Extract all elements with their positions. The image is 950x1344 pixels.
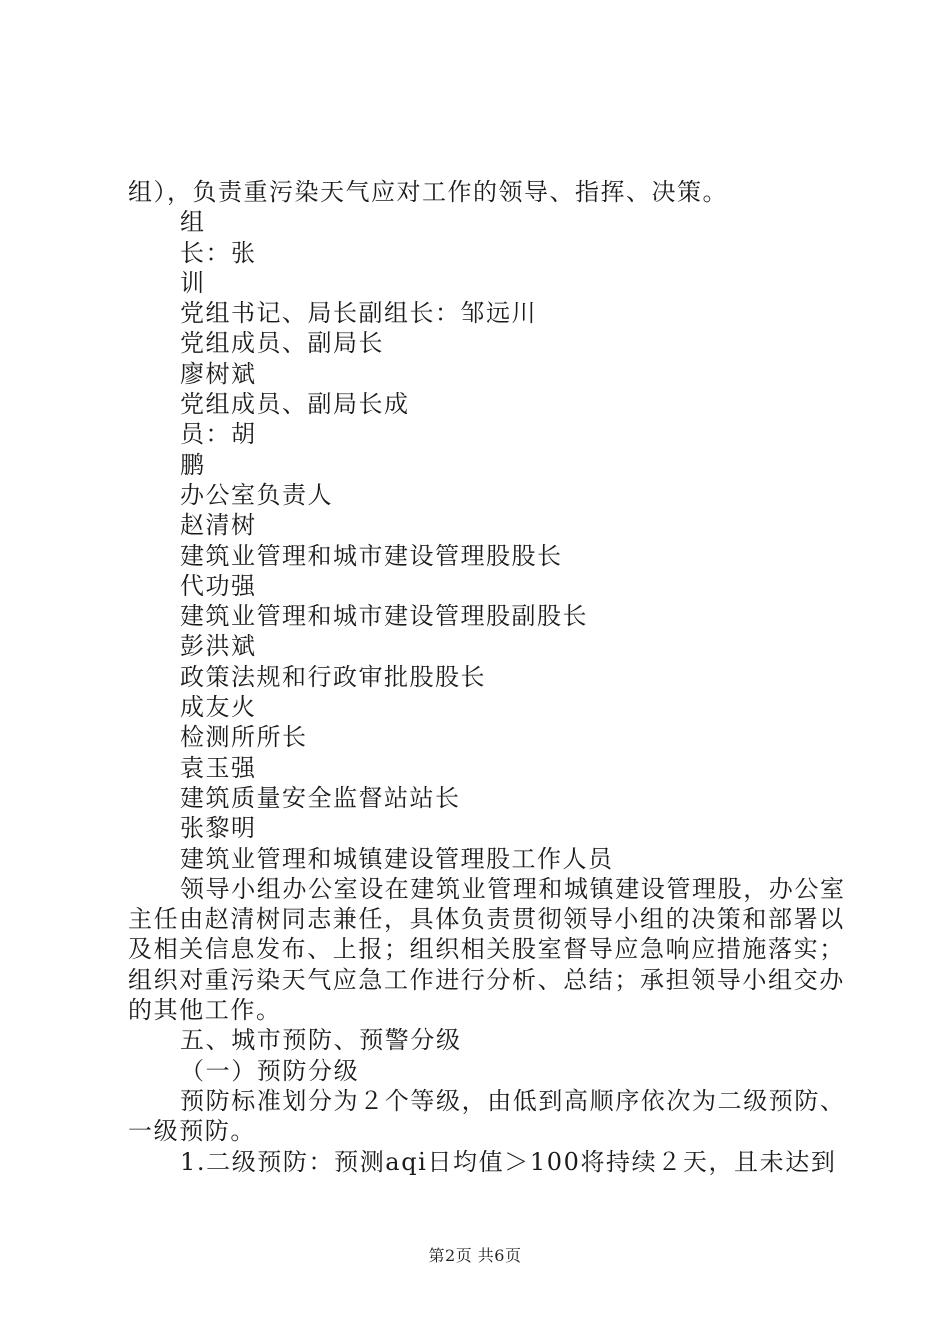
text-line: 袁玉强 (180, 753, 257, 782)
paragraph-office-duties: 领导小组办公室设在建筑业管理和城镇建设管理股，办公室主任由赵清树同志兼任，具体负责贯彻领导小组的决策和部署以及相关信息发布、上报；组织相关股室督导应急响应措施落实；组织对重污染天气应急工作进行分析、总结；承担领导小组交办的其他工作。 (128, 874, 846, 1025)
text-line: 建筑质量安全监督站站长 (180, 783, 461, 812)
text-line: 检测所所长 (180, 723, 308, 752)
subsection-heading: （一）预防分级 (180, 1056, 360, 1085)
text-line: 建筑业管理和城市建设管理股股长 (180, 541, 563, 570)
document-body (128, 177, 848, 1177)
paragraph-prevention-levels: 预防标准划分为２个等级，由低到高顺序依次为二级预防、一级预防。 (128, 1086, 846, 1146)
paragraph-level-two: 1.二级预防：预测aqi日均值＞100将持续２天，且未达到 (180, 1147, 837, 1176)
text-line: 员：胡 (180, 420, 257, 449)
page-number-footer: 第2页 共6页 (428, 1246, 522, 1265)
section-heading: 五、城市预防、预警分级 (180, 1026, 462, 1055)
text-line: 赵清树 (180, 511, 257, 540)
text-line: 廖树斌 (180, 359, 257, 388)
text-line: 建筑业管理和城镇建设管理股工作人员 (180, 844, 614, 873)
text-line: 党组成员、副局长成 (180, 390, 410, 419)
text-line: 长：张 (180, 238, 257, 267)
text-line: 组 (180, 208, 206, 237)
text-line: 训 (180, 268, 206, 297)
text-line: 建筑业管理和城市建设管理股副股长 (180, 602, 588, 631)
text-line: 张黎明 (180, 814, 257, 843)
text-line: 彭洪斌 (180, 632, 257, 661)
text-line: 政策法规和行政审批股股长 (180, 662, 486, 691)
text-line: 组），负责重污染天气应对工作的领导、指挥、决策。 (128, 178, 728, 206)
text-line: 鹏 (180, 450, 206, 479)
text-line: 党组成员、副局长 (180, 329, 384, 358)
text-line: 办公室负责人 (180, 480, 333, 509)
text-line: 成友火 (180, 693, 257, 722)
text-line: 党组书记、局长副组长：邹远川 (180, 299, 537, 328)
text-line: 代功强 (180, 571, 257, 600)
